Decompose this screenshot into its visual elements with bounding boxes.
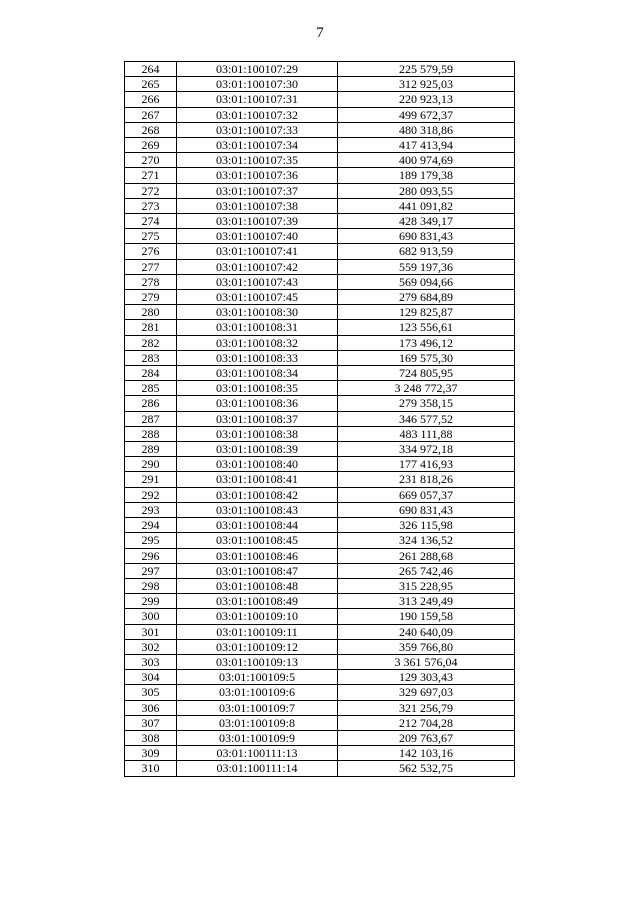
cadastral-number-cell: 03:01:100108:47 [177, 563, 338, 578]
row-number-cell: 291 [125, 472, 177, 487]
cadastral-value-cell: 359 766,80 [338, 639, 515, 654]
table-body [125, 62, 515, 777]
row-number-cell: 281 [125, 320, 177, 335]
cadastral-number-cell: 03:01:100109:5 [177, 670, 338, 685]
row-number-cell: 293 [125, 502, 177, 517]
cadastral-value-cell: 326 115,98 [338, 518, 515, 533]
row-number-cell: 284 [125, 366, 177, 381]
table-row [125, 533, 515, 548]
table-row [125, 138, 515, 153]
cadastral-number-cell: 03:01:100108:40 [177, 457, 338, 472]
cadastral-number-cell: 03:01:100108:37 [177, 411, 338, 426]
row-number-cell: 273 [125, 198, 177, 213]
table-row [125, 761, 515, 776]
cadastral-value-cell: 261 288,68 [338, 548, 515, 563]
row-number-cell: 307 [125, 715, 177, 730]
table-row [125, 639, 515, 654]
cadastral-number-cell: 03:01:100111:13 [177, 746, 338, 761]
table-row [125, 746, 515, 761]
cadastral-value-cell: 279 358,15 [338, 396, 515, 411]
row-number-cell: 304 [125, 670, 177, 685]
row-number-cell: 292 [125, 487, 177, 502]
cadastral-number-cell: 03:01:100107:37 [177, 183, 338, 198]
cadastral-value-cell: 559 197,36 [338, 259, 515, 274]
cadastral-value-cell: 324 136,52 [338, 533, 515, 548]
table-row [125, 487, 515, 502]
row-number-cell: 300 [125, 609, 177, 624]
cadastral-value-cell: 690 831,43 [338, 229, 515, 244]
cadastral-number-cell: 03:01:100107:42 [177, 259, 338, 274]
cadastral-number-cell: 03:01:100109:11 [177, 624, 338, 639]
row-number-cell: 279 [125, 290, 177, 305]
row-number-cell: 289 [125, 442, 177, 457]
table-row [125, 305, 515, 320]
cadastral-number-cell: 03:01:100108:32 [177, 335, 338, 350]
cadastral-value-cell: 209 763,67 [338, 730, 515, 745]
cadastral-number-cell: 03:01:100107:29 [177, 62, 338, 77]
cadastral-number-cell: 03:01:100109:9 [177, 730, 338, 745]
cadastral-number-cell: 03:01:100108:31 [177, 320, 338, 335]
cadastral-value-cell: 321 256,79 [338, 700, 515, 715]
row-number-cell: 268 [125, 122, 177, 137]
cadastral-number-cell: 03:01:100107:40 [177, 229, 338, 244]
cadastral-value-cell: 3 361 576,04 [338, 654, 515, 669]
cadastral-number-cell: 03:01:100108:36 [177, 396, 338, 411]
cadastral-value-cell: 129 303,43 [338, 670, 515, 685]
cadastral-number-cell: 03:01:100107:33 [177, 122, 338, 137]
cadastral-value-cell: 169 575,30 [338, 350, 515, 365]
row-number-cell: 286 [125, 396, 177, 411]
table-row [125, 366, 515, 381]
cadastral-value-table [124, 61, 515, 777]
table-row [125, 259, 515, 274]
cadastral-number-cell: 03:01:100108:35 [177, 381, 338, 396]
cadastral-value-cell: 142 103,16 [338, 746, 515, 761]
cadastral-value-cell: 724 805,95 [338, 366, 515, 381]
table-row [125, 381, 515, 396]
table-row [125, 320, 515, 335]
table-row [125, 548, 515, 563]
row-number-cell: 296 [125, 548, 177, 563]
cadastral-number-cell: 03:01:100107:36 [177, 168, 338, 183]
cadastral-number-cell: 03:01:100107:34 [177, 138, 338, 153]
table-row [125, 654, 515, 669]
cadastral-number-cell: 03:01:100108:42 [177, 487, 338, 502]
table-row [125, 396, 515, 411]
row-number-cell: 264 [125, 62, 177, 77]
cadastral-value-cell: 189 179,38 [338, 168, 515, 183]
cadastral-value-cell: 231 818,26 [338, 472, 515, 487]
cadastral-value-cell: 173 496,12 [338, 335, 515, 350]
cadastral-value-cell: 669 057,37 [338, 487, 515, 502]
row-number-cell: 303 [125, 654, 177, 669]
cadastral-number-cell: 03:01:100109:8 [177, 715, 338, 730]
row-number-cell: 269 [125, 138, 177, 153]
cadastral-value-cell: 212 704,28 [338, 715, 515, 730]
table-row [125, 563, 515, 578]
cadastral-number-cell: 03:01:100107:31 [177, 92, 338, 107]
table-row [125, 335, 515, 350]
row-number-cell: 310 [125, 761, 177, 776]
table-row [125, 107, 515, 122]
table-row [125, 411, 515, 426]
cadastral-number-cell: 03:01:100108:39 [177, 442, 338, 457]
cadastral-number-cell: 03:01:100107:43 [177, 274, 338, 289]
cadastral-value-cell: 265 742,46 [338, 563, 515, 578]
row-number-cell: 267 [125, 107, 177, 122]
table-row [125, 624, 515, 639]
cadastral-value-cell: 177 416,93 [338, 457, 515, 472]
cadastral-number-cell: 03:01:100109:6 [177, 685, 338, 700]
cadastral-number-cell: 03:01:100108:33 [177, 350, 338, 365]
cadastral-value-cell: 441 091,82 [338, 198, 515, 213]
table-row [125, 92, 515, 107]
table-row [125, 229, 515, 244]
cadastral-value-cell: 682 913,59 [338, 244, 515, 259]
row-number-cell: 301 [125, 624, 177, 639]
table-row [125, 122, 515, 137]
row-number-cell: 288 [125, 426, 177, 441]
row-number-cell: 277 [125, 259, 177, 274]
table-row [125, 502, 515, 517]
cadastral-number-cell: 03:01:100108:45 [177, 533, 338, 548]
cadastral-number-cell: 03:01:100108:48 [177, 578, 338, 593]
cadastral-number-cell: 03:01:100107:41 [177, 244, 338, 259]
cadastral-value-cell: 400 974,69 [338, 153, 515, 168]
cadastral-value-cell: 315 228,95 [338, 578, 515, 593]
table-row [125, 198, 515, 213]
cadastral-number-cell: 03:01:100108:46 [177, 548, 338, 563]
cadastral-number-cell: 03:01:100109:7 [177, 700, 338, 715]
cadastral-number-cell: 03:01:100108:43 [177, 502, 338, 517]
table-row [125, 670, 515, 685]
cadastral-value-cell: 483 111,88 [338, 426, 515, 441]
table-row [125, 518, 515, 533]
cadastral-value-cell: 480 318,86 [338, 122, 515, 137]
cadastral-value-cell: 123 556,61 [338, 320, 515, 335]
cadastral-value-cell: 129 825,87 [338, 305, 515, 320]
cadastral-number-cell: 03:01:100108:34 [177, 366, 338, 381]
row-number-cell: 278 [125, 274, 177, 289]
row-number-cell: 265 [125, 77, 177, 92]
table-row [125, 244, 515, 259]
table-row [125, 214, 515, 229]
table-row [125, 290, 515, 305]
cadastral-value-cell: 499 672,37 [338, 107, 515, 122]
row-number-cell: 283 [125, 350, 177, 365]
table-row [125, 62, 515, 77]
cadastral-value-cell: 417 413,94 [338, 138, 515, 153]
table-row [125, 457, 515, 472]
table-row [125, 730, 515, 745]
cadastral-number-cell: 03:01:100109:13 [177, 654, 338, 669]
cadastral-number-cell: 03:01:100107:45 [177, 290, 338, 305]
table-row [125, 77, 515, 92]
row-number-cell: 272 [125, 183, 177, 198]
row-number-cell: 297 [125, 563, 177, 578]
cadastral-value-cell: 279 684,89 [338, 290, 515, 305]
cadastral-value-cell: 3 248 772,37 [338, 381, 515, 396]
row-number-cell: 270 [125, 153, 177, 168]
cadastral-value-cell: 428 349,17 [338, 214, 515, 229]
cadastral-number-cell: 03:01:100107:38 [177, 198, 338, 213]
row-number-cell: 306 [125, 700, 177, 715]
cadastral-number-cell: 03:01:100107:39 [177, 214, 338, 229]
table-row [125, 715, 515, 730]
table-row [125, 350, 515, 365]
row-number-cell: 287 [125, 411, 177, 426]
row-number-cell: 275 [125, 229, 177, 244]
row-number-cell: 308 [125, 730, 177, 745]
row-number-cell: 285 [125, 381, 177, 396]
row-number-cell: 295 [125, 533, 177, 548]
cadastral-value-cell: 569 094,66 [338, 274, 515, 289]
row-number-cell: 282 [125, 335, 177, 350]
cadastral-number-cell: 03:01:100108:41 [177, 472, 338, 487]
table-row [125, 685, 515, 700]
table-row [125, 594, 515, 609]
table-row [125, 578, 515, 593]
table-row [125, 609, 515, 624]
table-row [125, 274, 515, 289]
cadastral-value-cell: 346 577,52 [338, 411, 515, 426]
cadastral-value-cell: 190 159,58 [338, 609, 515, 624]
cadastral-number-cell: 03:01:100108:30 [177, 305, 338, 320]
row-number-cell: 290 [125, 457, 177, 472]
table-row [125, 426, 515, 441]
cadastral-number-cell: 03:01:100107:32 [177, 107, 338, 122]
table-row [125, 472, 515, 487]
cadastral-value-cell: 334 972,18 [338, 442, 515, 457]
row-number-cell: 309 [125, 746, 177, 761]
cadastral-number-cell: 03:01:100107:35 [177, 153, 338, 168]
cadastral-value-cell: 225 579,59 [338, 62, 515, 77]
cadastral-value-cell: 690 831,43 [338, 502, 515, 517]
cadastral-value-cell: 329 697,03 [338, 685, 515, 700]
row-number-cell: 271 [125, 168, 177, 183]
row-number-cell: 305 [125, 685, 177, 700]
row-number-cell: 276 [125, 244, 177, 259]
cadastral-value-cell: 313 249,49 [338, 594, 515, 609]
cadastral-number-cell: 03:01:100109:10 [177, 609, 338, 624]
row-number-cell: 280 [125, 305, 177, 320]
row-number-cell: 294 [125, 518, 177, 533]
row-number-cell: 266 [125, 92, 177, 107]
table-row [125, 442, 515, 457]
table-row [125, 700, 515, 715]
page-number: 7 [316, 25, 324, 41]
table-row [125, 168, 515, 183]
table-row [125, 153, 515, 168]
cadastral-number-cell: 03:01:100108:49 [177, 594, 338, 609]
cadastral-number-cell: 03:01:100111:14 [177, 761, 338, 776]
cadastral-value-cell: 562 532,75 [338, 761, 515, 776]
row-number-cell: 298 [125, 578, 177, 593]
cadastral-value-cell: 240 640,09 [338, 624, 515, 639]
cadastral-value-cell: 220 923,13 [338, 92, 515, 107]
row-number-cell: 299 [125, 594, 177, 609]
cadastral-number-cell: 03:01:100107:30 [177, 77, 338, 92]
cadastral-number-cell: 03:01:100108:44 [177, 518, 338, 533]
row-number-cell: 302 [125, 639, 177, 654]
cadastral-number-cell: 03:01:100108:38 [177, 426, 338, 441]
table-row [125, 183, 515, 198]
cadastral-value-cell: 312 925,03 [338, 77, 515, 92]
cadastral-value-cell: 280 093,55 [338, 183, 515, 198]
row-number-cell: 274 [125, 214, 177, 229]
cadastral-number-cell: 03:01:100109:12 [177, 639, 338, 654]
